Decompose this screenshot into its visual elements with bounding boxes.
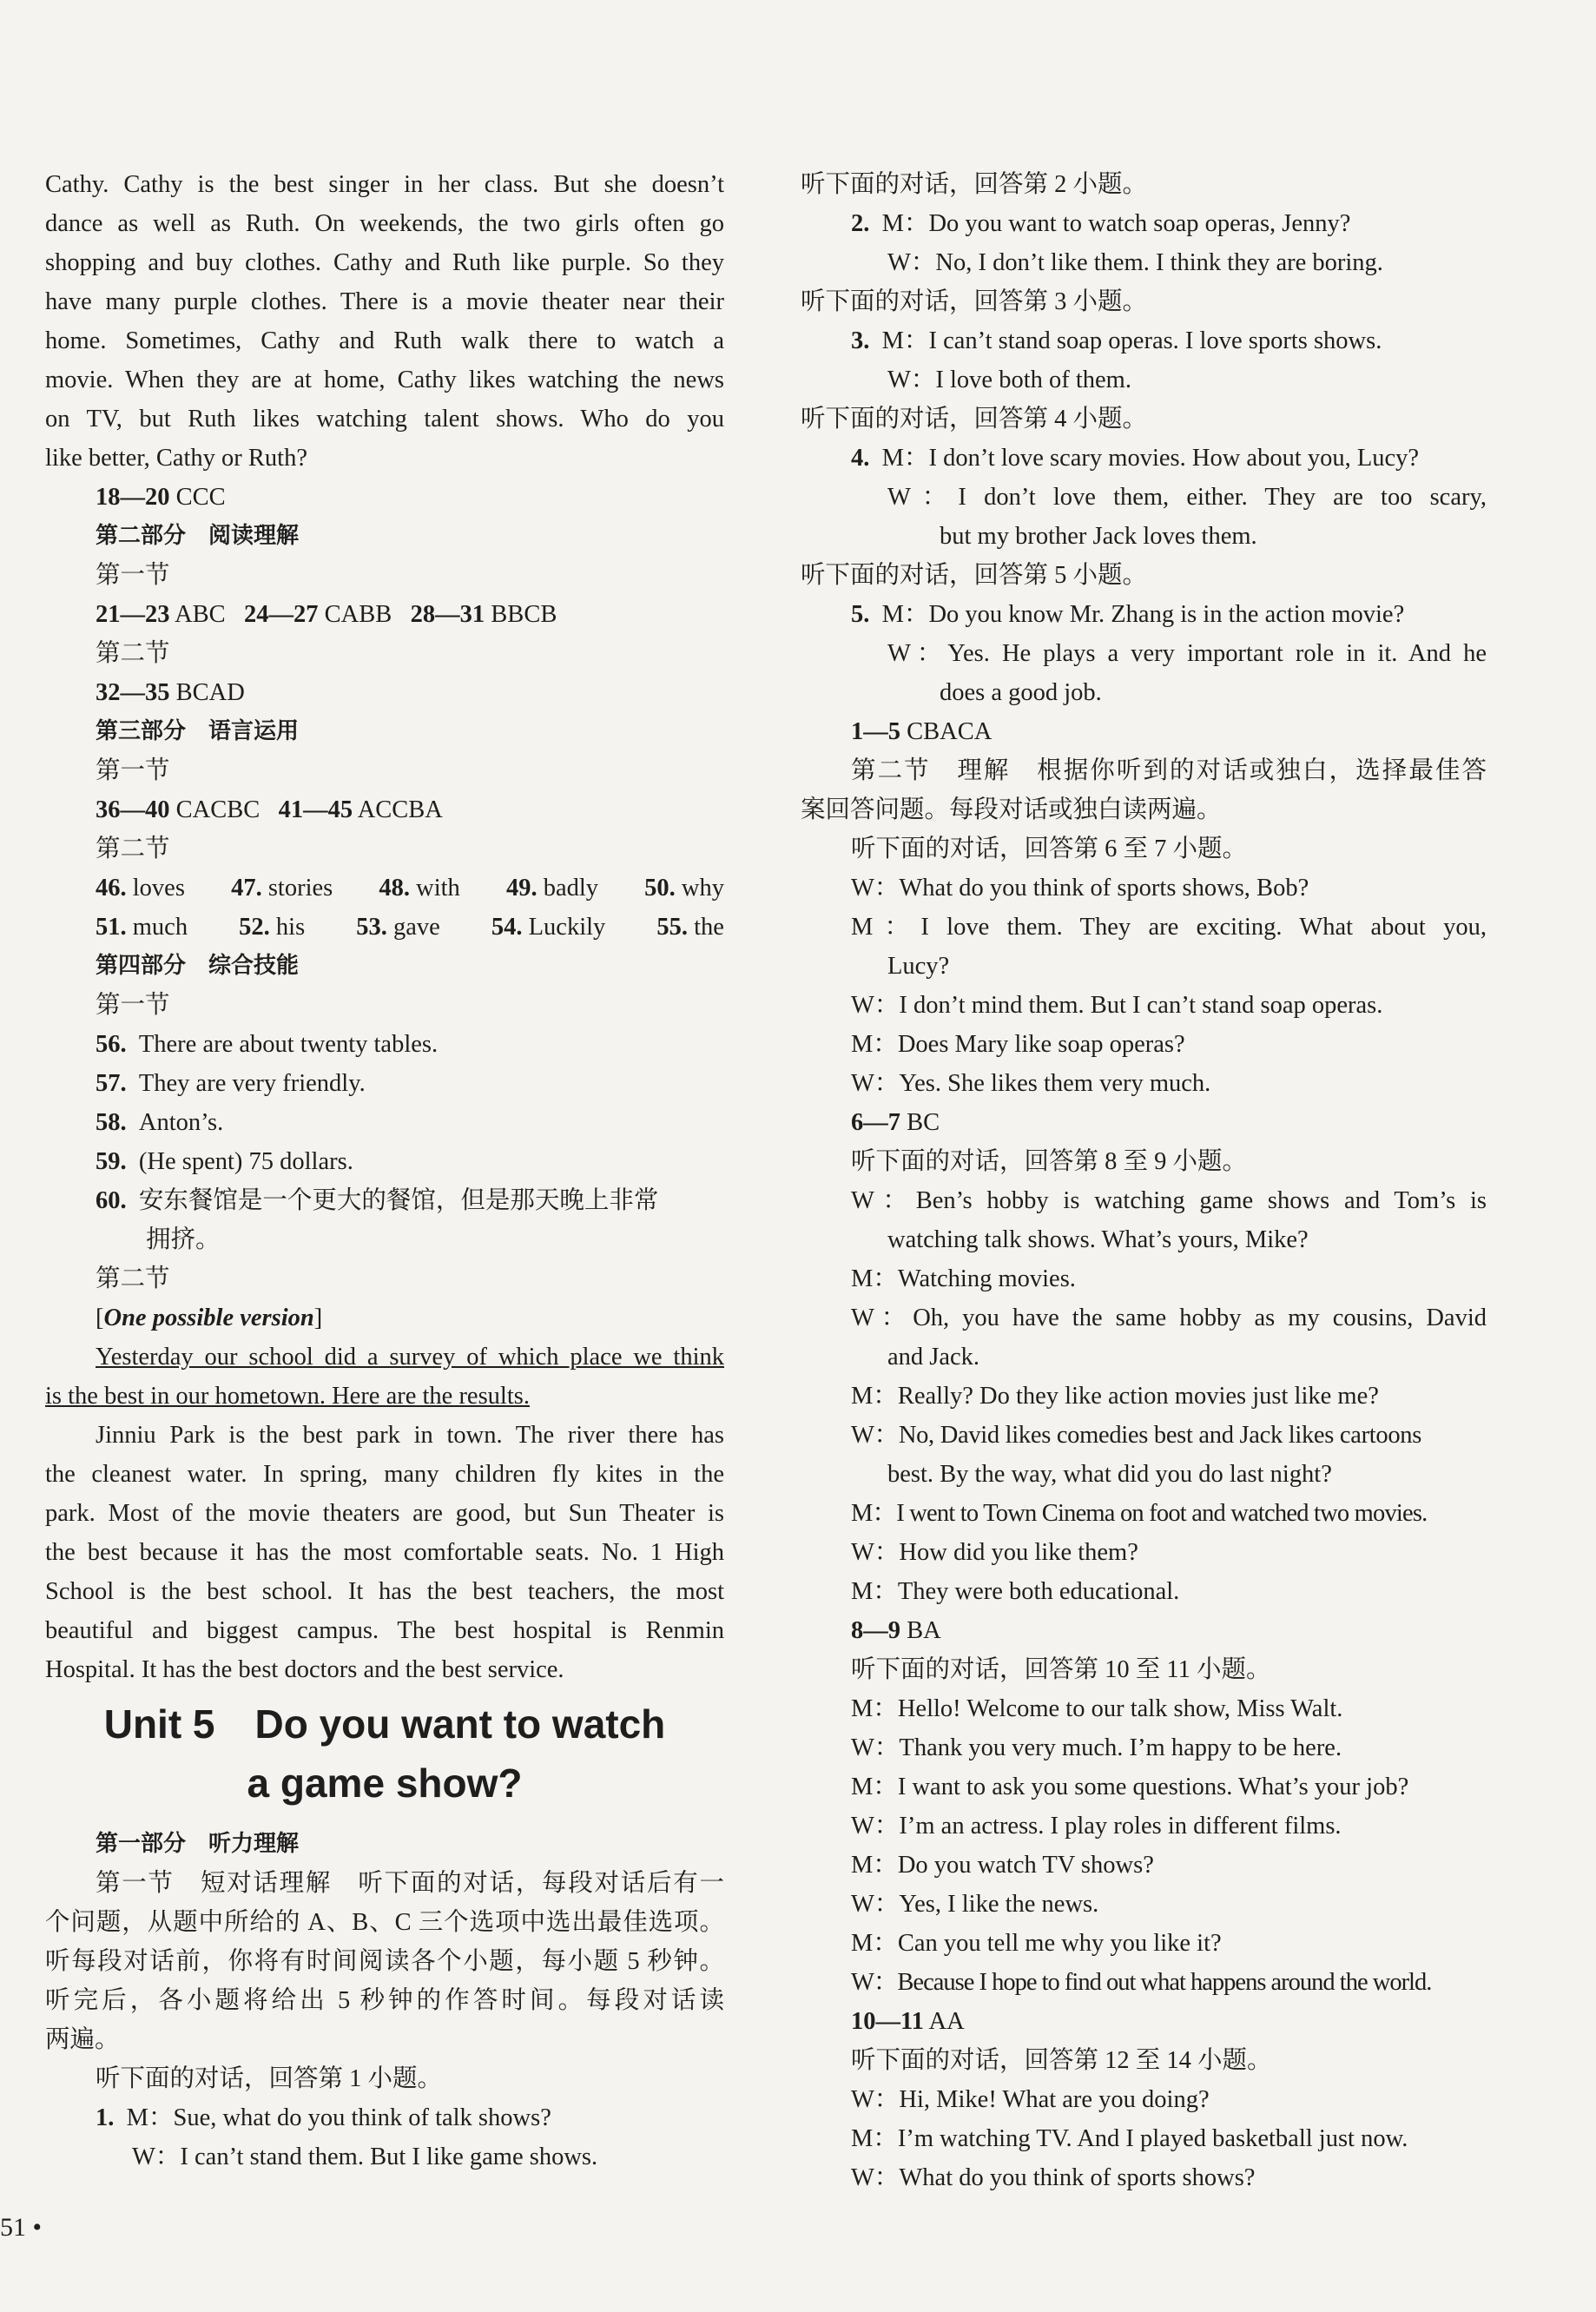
- dialogue-line-cont: Lucy?: [887, 953, 950, 980]
- answer-line: 56. There are about twenty tables.: [96, 1031, 439, 1058]
- essay-line: beautiful and biggest campus. The best hospital is Renmin: [45, 1617, 724, 1644]
- text-line: have many purple clothes. There is a movie theater near their: [45, 288, 724, 315]
- page-number: 51 •: [0, 2213, 43, 2242]
- subsection-label: 第一节: [96, 992, 170, 1019]
- dialogue-line: W：How did you like them?: [851, 1539, 1138, 1566]
- unit-title-line: a game show?: [247, 1760, 523, 1806]
- dialogue-line-cont: and Jack.: [887, 1344, 980, 1371]
- answer-item: 46. loves: [96, 875, 185, 902]
- dialogue-line: 5. M：Do you know Mr. Zhang is in the action movie?: [851, 601, 1405, 628]
- answer-key: CCC: [175, 484, 226, 511]
- answer-row: [45, 869, 724, 908]
- version-label: [One possible version]: [96, 1305, 323, 1331]
- dialogue-line: M：Hello! Welcome to our talk show, Miss Walt.: [851, 1695, 1343, 1722]
- section-heading: 第三部分 语言运用: [96, 718, 300, 744]
- answer-item: 54. Luckily: [491, 914, 606, 941]
- answer-line: 57. They are very friendly.: [96, 1070, 366, 1097]
- answer-line: 1—5 CBACA: [851, 718, 993, 745]
- dialogue-line: W：Yes. She likes them very much.: [851, 1070, 1211, 1097]
- essay-line: School is the best school. It has the best teachers, the most: [45, 1578, 724, 1605]
- essay-line: Yesterday our school did a survey of which place we think: [96, 1344, 724, 1371]
- listen-prompt: 听下面的对话，回答第 5 小题。: [801, 562, 1148, 589]
- answer-item: 47. stories: [231, 875, 333, 902]
- instruction-line: 听完后，各小题将给出 5 秒钟的作答时间。每段对话读: [45, 1987, 724, 2014]
- dialogue-line: W：I’m an actress. I play roles in different films.: [851, 1813, 1342, 1840]
- dialogue-line: W：I don’t love them, either. They are too scary,: [887, 484, 1487, 511]
- dialogue-line: W：Yes, I like the news.: [851, 1891, 1099, 1918]
- instruction-line: 案回答问题。每段对话或独白读两遍。: [801, 796, 1222, 823]
- answer-range: 41—45: [278, 796, 353, 823]
- dialogue-line-cont: best. By the way, what did you do last night?: [887, 1461, 1332, 1488]
- answer-line: 8—9 BA: [851, 1617, 941, 1644]
- dialogue-line-cont: watching talk shows. What’s yours, Mike?: [887, 1226, 1309, 1253]
- answer-range: 24—27: [244, 601, 319, 628]
- essay-line: the best because it has the most comfortable seats. No. 1 High: [45, 1539, 724, 1566]
- listen-prompt: 听下面的对话，回答第 3 小题。: [801, 288, 1148, 315]
- dialogue-line: 4. M：I don’t love scary movies. How about you, Lucy?: [851, 445, 1420, 472]
- subsection-label: 第一节: [96, 757, 170, 784]
- text-line: on TV, but Ruth likes watching talent shows. Who do you: [45, 406, 724, 433]
- text-line: Cathy. Cathy is the best singer in her class. But she doesn’t: [45, 171, 724, 198]
- answer-range: 21—23: [96, 601, 170, 628]
- answer-line: 60. 安东餐馆是一个更大的餐馆，但是那天晚上非常: [96, 1187, 659, 1214]
- section-heading: 第二部分 阅读理解: [96, 523, 300, 549]
- answer-item: 48. with: [379, 875, 460, 902]
- listen-prompt: 听下面的对话，回答第 4 小题。: [801, 406, 1148, 433]
- dialogue-line: W：Because I hope to find out what happens around the world.: [851, 1969, 1432, 1996]
- answer-key: ACCBA: [357, 796, 443, 823]
- instruction-line: 第一节 短对话理解 听下面的对话，每段对话后有一: [96, 1870, 724, 1897]
- text-line: movie. When they are at home, Cathy likes watching the news: [45, 367, 724, 393]
- dialogue-line: M：Do you watch TV shows?: [851, 1852, 1154, 1879]
- dialogue-line: W：Yes. He plays a very important role in it. And he: [887, 640, 1487, 667]
- section-heading: 第四部分 综合技能: [96, 953, 300, 979]
- answer-item: 49. badly: [505, 875, 599, 902]
- answer-item: 53. gave: [356, 914, 440, 941]
- answer-range: 32—35: [96, 679, 170, 706]
- text-line: like better, Cathy or Ruth?: [45, 445, 307, 472]
- text-line: dance as well as Ruth. On weekends, the two girls often go: [45, 210, 724, 237]
- listen-prompt: 听下面的对话，回答第 12 至 14 小题。: [851, 2047, 1272, 2074]
- dialogue-line: W：Oh, you have the same hobby as my cousins, David: [851, 1305, 1487, 1331]
- dialogue-line: W：No, David likes comedies best and Jack likes cartoons: [851, 1422, 1422, 1449]
- answer-item: 55. the: [656, 914, 724, 941]
- answer-item: 50. why: [644, 875, 724, 902]
- dialogue-line: M：Does Mary like soap operas?: [851, 1031, 1185, 1058]
- answer-line: 59. (He spent) 75 dollars.: [96, 1148, 353, 1175]
- answer-range: 28—31: [410, 601, 485, 628]
- dialogue-line: M：I’m watching TV. And I played basketball just now.: [851, 2125, 1408, 2152]
- left-column: [45, 165, 724, 2177]
- instruction-line: 个问题，从题中所给的 A、B、C 三个选项中选出最佳选项。: [45, 1909, 724, 1936]
- dialogue-line: M：Really? Do they like action movies just like me?: [851, 1383, 1379, 1410]
- answer-item: 52. his: [239, 914, 306, 941]
- subsection-label: 第二节: [96, 836, 170, 862]
- text-line: home. Sometimes, Cathy and Ruth walk there to watch a: [45, 327, 724, 354]
- answer-line: 10—11 AA: [851, 2008, 965, 2035]
- listen-prompt: 听下面的对话，回答第 2 小题。: [801, 171, 1148, 198]
- answer-range: 36—40: [96, 796, 170, 823]
- dialogue-line: 1. M：Sue, what do you think of talk shows?: [96, 2104, 551, 2131]
- dialogue-line: M：I want to ask you some questions. What’s your job?: [851, 1774, 1409, 1800]
- dialogue-line: does a good job.: [940, 679, 1102, 706]
- listen-prompt: 听下面的对话，回答第 10 至 11 小题。: [851, 1656, 1271, 1683]
- answer-line-cont: 拥挤。: [146, 1226, 221, 1253]
- instruction-line: 两遍。: [45, 2026, 120, 2053]
- dialogue-line: W：Hi, Mike! What are you doing?: [851, 2086, 1210, 2113]
- unit-title: [45, 1689, 724, 1825]
- answer-line: 6—7 BC: [851, 1109, 940, 1136]
- answer-item: 51. much: [96, 914, 188, 941]
- dialogue-line: W：Thank you very much. I’m happy to be here.: [851, 1734, 1342, 1761]
- text-line: shopping and buy clothes. Cathy and Ruth like purple. So they: [45, 249, 724, 276]
- answer-line: [45, 478, 724, 517]
- dialogue-line: W：Ben’s hobby is watching game shows and Tom’s is: [851, 1187, 1487, 1214]
- instruction-line: 听每段对话前，你将有时间阅读各个小题，每小题 5 秒钟。: [45, 1948, 724, 1975]
- listen-prompt: 听下面的对话，回答第 1 小题。: [96, 2065, 443, 2092]
- instruction-line: 第二节 理解 根据你听到的对话或独白，选择最佳答: [851, 757, 1487, 784]
- dialogue-line: W：I can’t stand them. But I like game shows.: [132, 2144, 598, 2170]
- subsection-label: 第二节: [96, 640, 170, 667]
- essay-line: Hospital. It has the best doctors and the best service.: [45, 1656, 564, 1683]
- dialogue-line: W：What do you think of sports shows, Bob?: [851, 875, 1309, 902]
- answer-key: CABB: [324, 601, 392, 628]
- listen-prompt: 听下面的对话，回答第 8 至 9 小题。: [851, 1148, 1248, 1175]
- listen-prompt: 听下面的对话，回答第 6 至 7 小题。: [851, 836, 1248, 862]
- dialogue-line: M：I went to Town Cinema on foot and watched two movies.: [851, 1500, 1428, 1527]
- subsection-label: 第二节: [96, 1265, 170, 1292]
- answer-row: [45, 908, 724, 947]
- dialogue-line: W：What do you think of sports shows?: [851, 2164, 1256, 2191]
- dialogue-line: 3. M：I can’t stand soap operas. I love sports shows.: [851, 327, 1382, 354]
- dialogue-line: W：No, I don’t like them. I think they are boring.: [887, 249, 1383, 276]
- answer-key: BBCB: [491, 601, 557, 628]
- dialogue-line: M：They were both educational.: [851, 1578, 1180, 1605]
- essay-line: Jinniu Park is the best park in town. The river there has: [96, 1422, 724, 1449]
- section-heading: 第一部分 听力理解: [96, 1831, 300, 1857]
- essay-line: is the best in our hometown. Here are the results.: [45, 1383, 530, 1410]
- essay-line: the cleanest water. In spring, many children fly kites in the: [45, 1461, 724, 1488]
- dialogue-line: W：I don’t mind them. But I can’t stand soap operas.: [851, 992, 1383, 1019]
- answer-key: CACBC: [175, 796, 261, 823]
- essay-line: park. Most of the movie theaters are good, but Sun Theater is: [45, 1500, 724, 1527]
- answer-line: [45, 790, 724, 829]
- dialogue-line: M：Can you tell me why you like it?: [851, 1930, 1222, 1957]
- answer-key: BCAD: [175, 679, 245, 706]
- dialogue-line: M：Watching movies.: [851, 1265, 1076, 1292]
- subsection-label: 第一节: [96, 562, 170, 589]
- answer-line: 58. Anton’s.: [96, 1109, 224, 1136]
- answer-line: [45, 673, 724, 712]
- dialogue-line: but my brother Jack loves them.: [940, 523, 1257, 550]
- dialogue-line: 2. M：Do you want to watch soap operas, Jenny?: [851, 210, 1351, 237]
- answer-key: ABC: [175, 601, 226, 628]
- dialogue-line: M：I love them. They are exciting. What about you,: [851, 914, 1487, 941]
- dialogue-line: W：I love both of them.: [887, 367, 1131, 393]
- right-column: [801, 165, 1487, 2197]
- unit-title-line: Unit 5 Do you want to watch: [103, 1701, 666, 1747]
- answer-line: [45, 595, 724, 634]
- answer-range: 18—20: [96, 484, 170, 511]
